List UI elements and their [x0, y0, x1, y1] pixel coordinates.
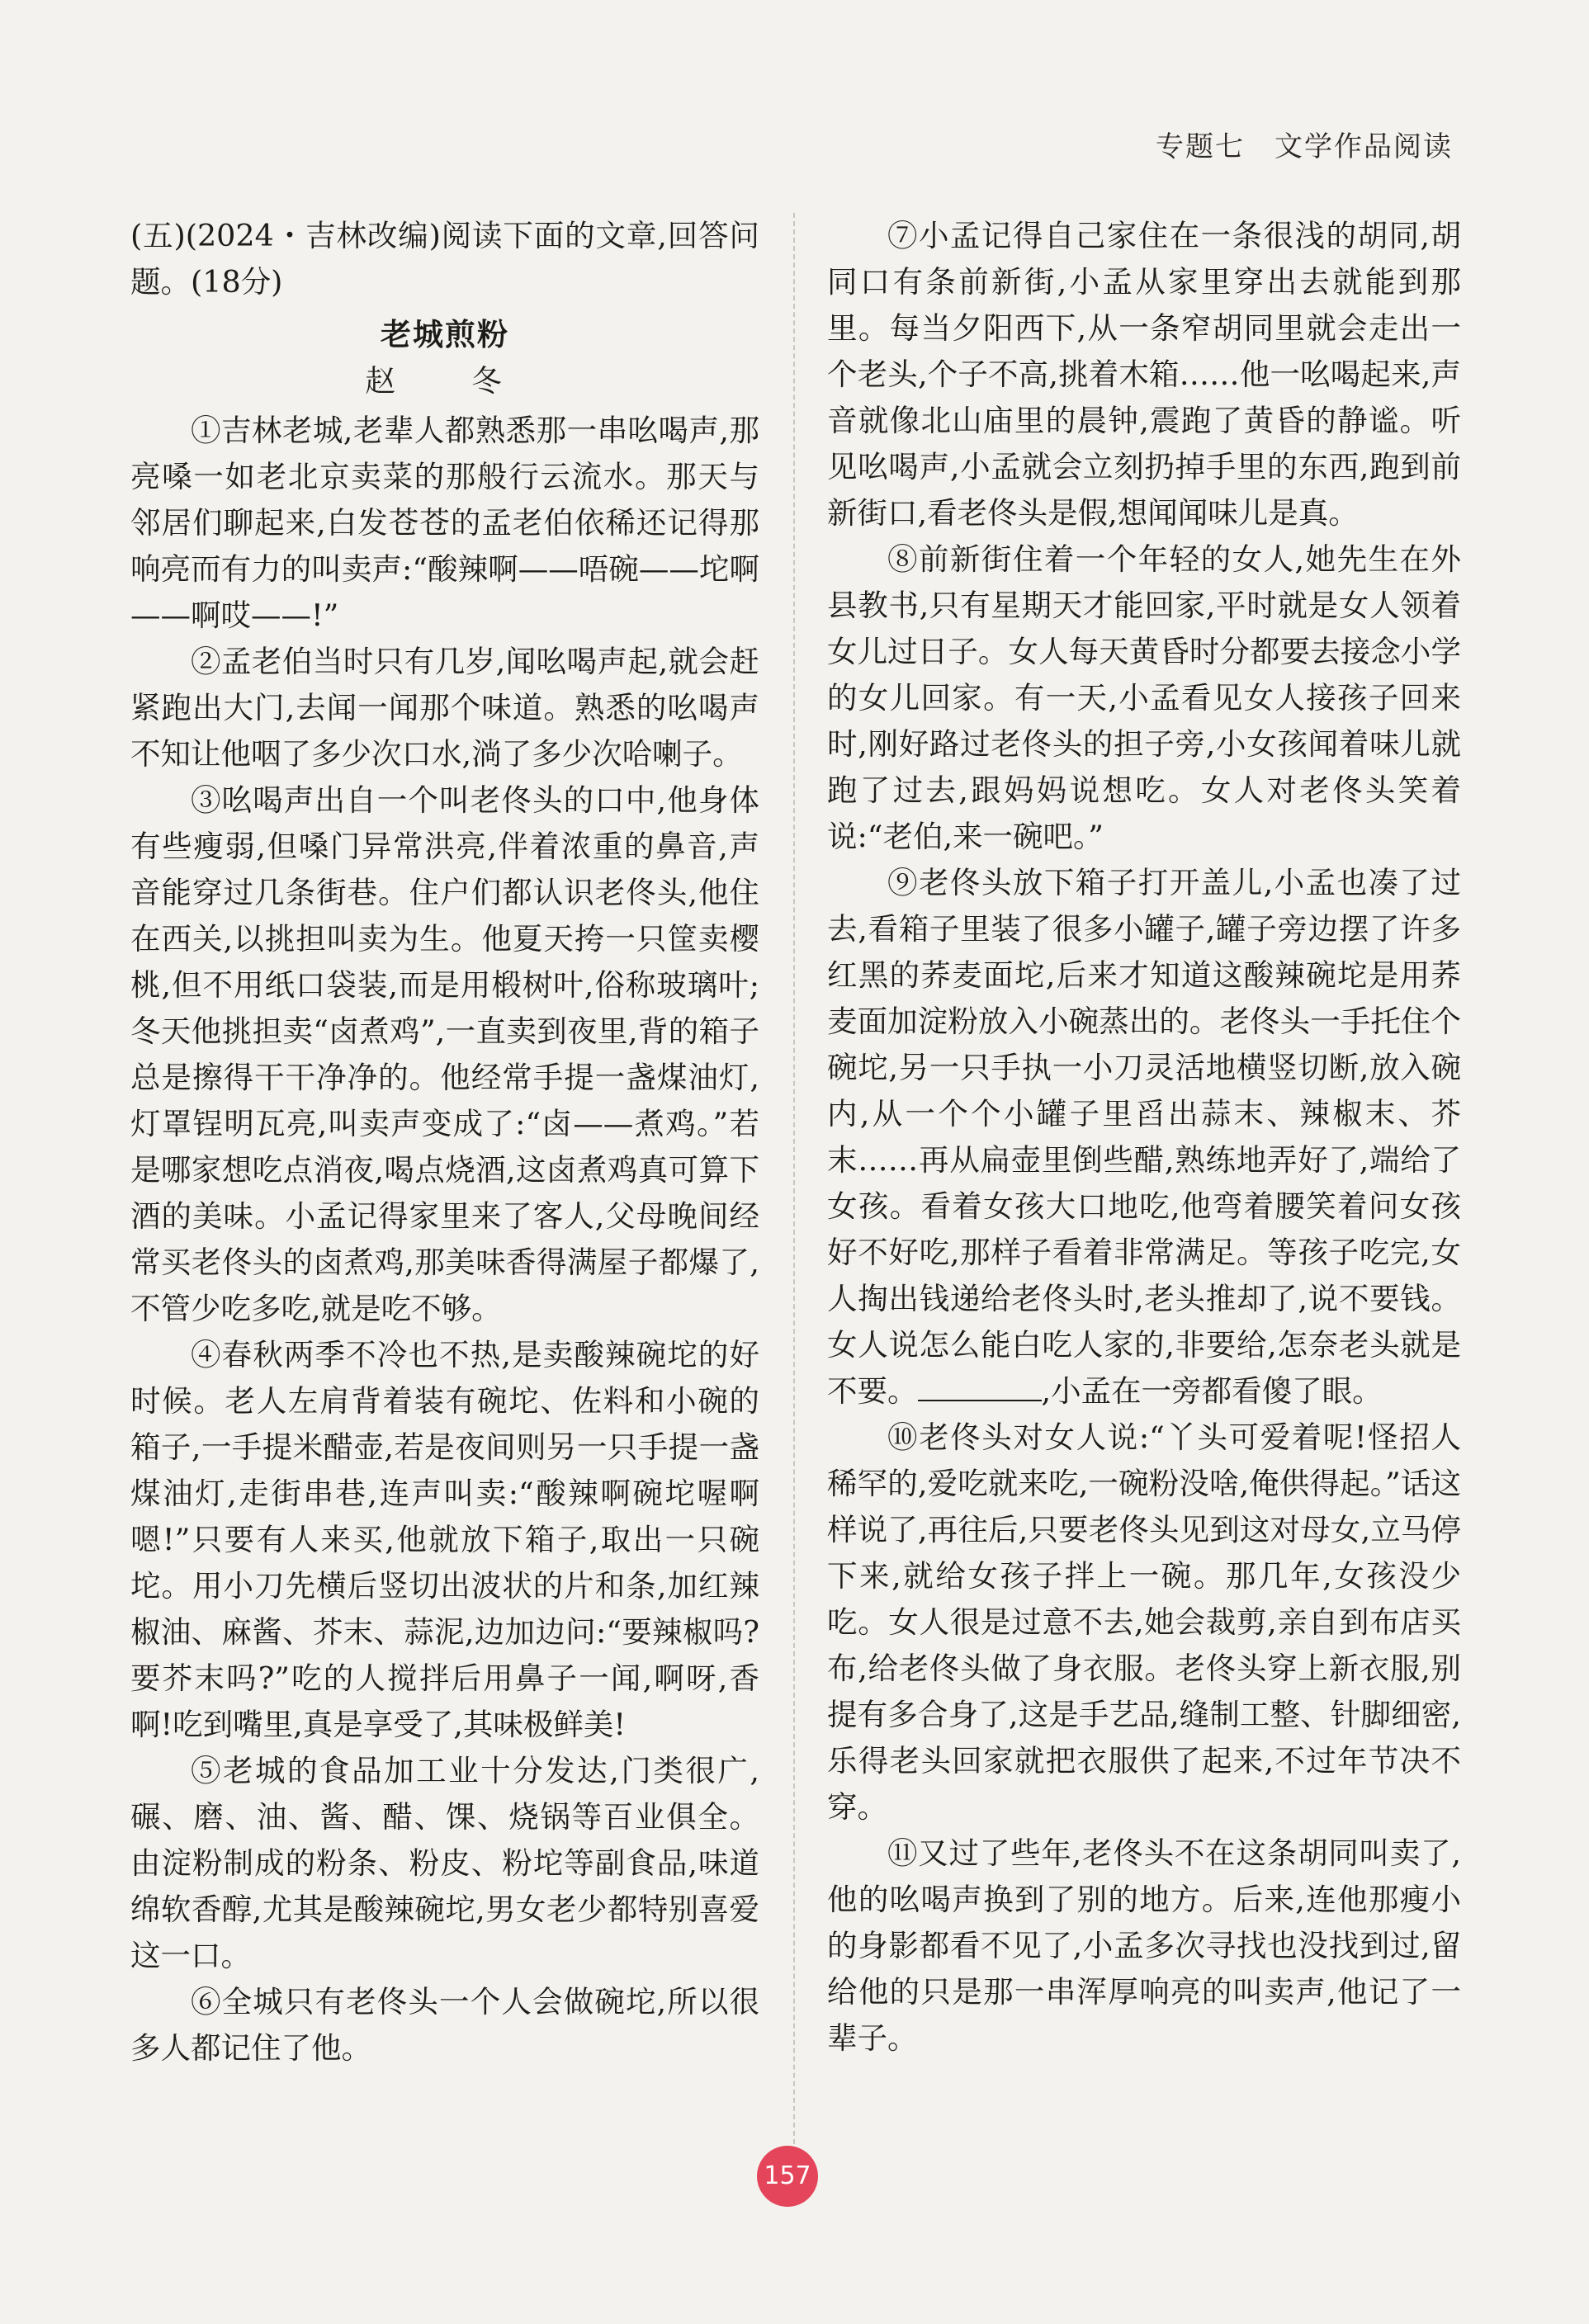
article-title: 老城煎粉: [381, 317, 509, 352]
section-header: 专题七 文学作品阅读: [1156, 130, 1453, 163]
paragraph-9: [827, 860, 1461, 1415]
right-column: [827, 213, 1461, 2062]
paragraph-10: ⑩老佟头对女人说:“丫头可爱着呢!怪招人稀罕的,爱吃就来吃,一碗粉没啥,俺供得起。”话这样说了,再往后,只要老佟头见到这对母女,立马停下来,就给女孩子拌上一碗。那几年,女孩没少吃。女人很是过意不去,她会裁剪,亲自到布店买布,给老佟头做了身衣服。老佟头穿上新衣服,别提有多合身了,这是手艺品,缝制工整、针脚细密,乐得老头回家就把衣服供了起来,不过年节决不穿。: [827, 1419, 1461, 1825]
paragraph-9-text: ⑨老佟头放下箱子打开盖儿,小孟也凑了过去,看箱子里装了很多小罐子,罐子旁边摆了许多红黑的荞麦面坨,后来才知道这酸辣碗坨是用荞麦面加淀粉放入小碗蒸出的。老佟头一手托住个碗坨,另一只手执一小刀灵活地横竖切断,放入碗内,从一个个小罐子里舀出蒜末、辣椒末、芥末……再从扁壶里倒些醋,熟练地弄好了,端给了女孩。看着女孩大口地吃,他弯着腰笑着问女孩好不好吃,那样子看着非常满足。等孩子吃完,女人掏出钱递给老佟头时,老头推却了,说不要钱。女人说怎么能白吃人家的,非要给,怎奈老头就是不要。: [827, 865, 1461, 1409]
article-author: 赵 冬: [365, 363, 525, 399]
paragraph-3: ③吆喝声出自一个叫老佟头的口中,他身体有些瘦弱,但嗓门异常洪亮,伴着浓重的鼻音,声音能穿过几条街巷。住户们都认识老佟头,他住在西关,以挑担叫卖为生。他夏天挎一只筐卖樱桃,但不用纸口袋装,而是用椴树叶,俗称玻璃叶;冬天他挑担卖“卤煮鸡”,一直卖到夜里,背的箱子总是擦得干干净净的。他经常手提一盏煤油灯,灯罩锃明瓦亮,叫卖声变成了:“卤——煮鸡。”若是哪家想吃点消夜,喝点烧酒,这卤煮鸡真可算下酒的美味。小孟记得家里来了客人,父母晚间经常买老佟头的卤煮鸡,那美味香得满屋子都爆了,不管少吃多吃,就是吃不够。: [130, 782, 759, 1326]
answer-blank[interactable]: [918, 1375, 1042, 1401]
left-column: [130, 213, 759, 2071]
paragraph-4: ④春秋两季不冷也不热,是卖酸辣碗坨的好时候。老人左肩背着装有碗坨、佐料和小碗的箱子,一手提米醋壶,若是夜间则另一只手提一盏煤油灯,走街串巷,连声叫卖:“酸辣啊碗坨喔啊嗯!”只要有人来买,他就放下箱子,取出一只碗坨。用小刀先横后竖切出波状的片和条,加红辣椒油、麻酱、芥末、蒜泥,边加边问:“要辣椒吗?要芥末吗?”吃的人搅拌后用鼻子一闻,啊呀,香啊!吃到嘴里,真是享受了,其味极鲜美!: [130, 1337, 759, 1742]
paragraph-2: ②孟老伯当时只有几岁,闻吆喝声起,就会赶紧跑出大门,去闻一闻那个味道。熟悉的吆喝声不知让他咽了多少次口水,淌了多少次哈喇子。: [130, 644, 759, 772]
paragraph-6: ⑥全城只有老佟头一个人会做碗坨,所以很多人都记住了他。: [130, 1984, 759, 2066]
paragraph-11: ⑪又过了些年,老佟头不在这条胡同叫卖了,他的吆喝声换到了别的地方。后来,连他那瘦小的身影都看不见了,小孟多次寻找也没找到过,留给他的只是那一串浑厚响亮的叫卖声,他记了一辈子。: [827, 1835, 1461, 2056]
paragraph-9-tail: ,小孟在一旁都看傻了眼。: [1041, 1373, 1383, 1409]
page-number-badge: 157: [757, 2146, 818, 2207]
question-intro: (五)(2024・吉林改编)阅读下面的文章,回答问题。(18分): [130, 218, 759, 300]
paragraph-8: ⑧前新街住着一个年轻的女人,她先生在外县教书,只有星期天才能回家,平时就是女人领着女儿过日子。女人每天黄昏时分都要去接念小学的女儿回家。有一天,小孟看见女人接孩子回来时,刚好路过老佟头的担子旁,小女孩闻着味儿就跑了过去,跟妈妈说想吃。女人对老佟头笑着说:“老伯,来一碗吧。”: [827, 541, 1461, 854]
paragraph-7: ⑦小孟记得自己家住在一条很浅的胡同,胡同口有条前新街,小孟从家里穿出去就能到那里。每当夕阳西下,从一条窄胡同里就会走出一个老头,个子不高,挑着木箱……他一吆喝起来,声音就像北山庙里的晨钟,震跑了黄昏的静谧。听见吆喝声,小孟就会立刻扔掉手里的东西,跑到前新街口,看老佟头是假,想闻闻味儿是真。: [827, 218, 1461, 531]
paragraph-5: ⑤老城的食品加工业十分发达,门类很广,碾、磨、油、酱、醋、馃、烧锅等百业俱全。由淀粉制成的粉条、粉皮、粉坨等副食品,味道绵软香醇,尤其是酸辣碗坨,男女老少都特别喜爱这一口。: [130, 1753, 759, 1973]
paragraph-1: ①吉林老城,老辈人都熟悉那一串吆喝声,那亮嗓一如老北京卖菜的那般行云流水。那天与邻居们聊起来,白发苍苍的孟老伯依稀还记得那响亮而有力的叫卖声:“酸辣啊——唔碗——坨啊——啊哎——!”: [130, 413, 759, 633]
column-divider: [793, 213, 795, 2185]
